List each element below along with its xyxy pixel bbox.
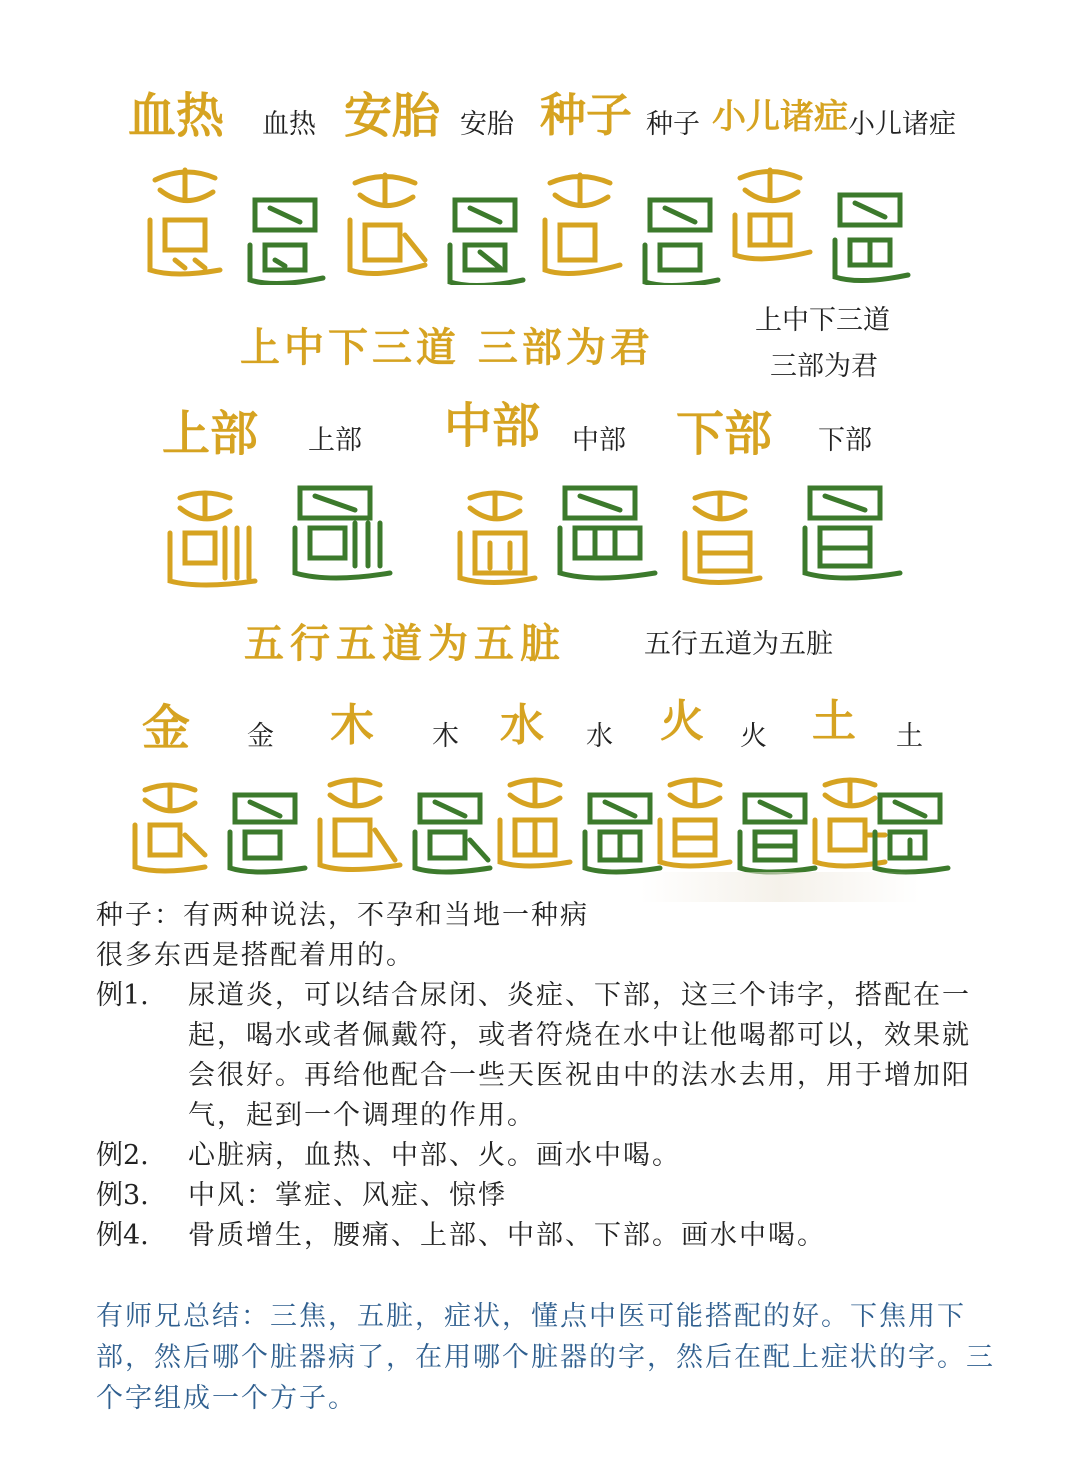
talisman-glyph <box>805 488 900 578</box>
label-zhongzi: 种子 <box>646 109 700 140</box>
label-sandao-line2: 三部为君 <box>770 351 878 382</box>
label-xiabu: 下部 <box>818 425 872 456</box>
calligraphy-mu: 木 <box>330 700 374 751</box>
calligraphy-tu: 土 <box>812 696 856 747</box>
note-line-2: 很多东西是搭配着用的。 <box>96 940 415 971</box>
talisman-glyph <box>460 493 535 583</box>
talisman-glyph <box>645 200 718 285</box>
example-label: 例1. <box>96 980 149 1011</box>
calligraphy-antai: 安胎 <box>344 88 441 144</box>
talisman-row-2 <box>160 478 910 588</box>
talisman-glyph <box>735 170 810 259</box>
label-zhongbu: 中部 <box>572 425 626 456</box>
label-wuxing: 五行五道为五脏 <box>644 629 833 660</box>
example-4 <box>96 1216 996 1256</box>
example-text: 中风：掌症、风症、惊悸 <box>188 1180 507 1211</box>
example-text: 心脏病，血热、中部、火。画水中喝。 <box>188 1140 681 1171</box>
example-label: 例3. <box>96 1180 149 1211</box>
calligraphy-xiaoer: 小儿诸症 <box>712 97 848 137</box>
label-shui: 水 <box>586 721 613 752</box>
label-mu: 木 <box>432 721 459 752</box>
label-xiaoer: 小儿诸症 <box>848 109 956 140</box>
talisman-glyph <box>500 780 570 866</box>
example-3 <box>96 1176 996 1216</box>
talisman-glyph <box>835 195 908 281</box>
talisman-glyph <box>320 780 400 870</box>
calligraphy-wuxing: 五行五道为五脏 <box>244 620 566 667</box>
talisman-glyph <box>545 175 620 274</box>
talisman-glyph <box>415 795 490 872</box>
talisman-glyph <box>250 200 323 284</box>
talisman-glyph <box>740 795 815 872</box>
label-huo: 火 <box>740 721 767 752</box>
notes-block <box>96 896 996 1256</box>
calligraphy-xiabu: 下部 <box>676 406 773 462</box>
talisman-glyph <box>450 200 523 285</box>
talisman-row-3 <box>125 770 955 875</box>
example-2 <box>96 1136 996 1176</box>
label-sandao-line1: 上中下三道 <box>755 305 890 336</box>
talisman-glyph <box>560 488 655 578</box>
talisman-row-1 <box>135 160 925 285</box>
label-antai: 安胎 <box>460 109 514 140</box>
label-tu: 土 <box>896 721 923 752</box>
summary-text: 有师兄总结：三焦，五脏，症状，懂点中医可能搭配的好。下焦用下部，然后哪个脏器病了，在用哪个脏器的字，然后在配上症状的字。三个字组成一个方子。 <box>96 1301 995 1414</box>
talisman-glyph <box>170 493 255 585</box>
calligraphy-zhongbu: 中部 <box>444 398 541 454</box>
example-label: 例2. <box>96 1140 149 1171</box>
calligraphy-shui: 水 <box>500 700 544 751</box>
calligraphy-shangbu: 上部 <box>162 406 259 462</box>
talisman-glyph <box>685 493 760 583</box>
talisman-glyph <box>135 785 205 871</box>
talisman-glyph <box>585 795 660 872</box>
talisman-glyph <box>150 170 220 274</box>
talisman-glyph <box>350 175 425 274</box>
example-label: 例4. <box>96 1220 149 1251</box>
talisman-glyph <box>295 488 390 578</box>
example-text: 尿道炎，可以结合尿闭、炎症、下部，这三个讳字，搭配在一起，喝水或者佩戴符，或者符烧在水中让他喝都可以，效果就会很好。再给他配合一些天医祝由中的法水去用，用于增加阳气，起到一个调理的作用。 <box>188 980 971 1131</box>
talisman-glyph <box>230 795 305 872</box>
example-1 <box>96 976 996 1136</box>
calligraphy-huo: 火 <box>660 696 704 747</box>
calligraphy-xuere: 血热 <box>128 88 225 144</box>
talisman-glyph <box>660 780 730 866</box>
label-jin: 金 <box>247 721 274 752</box>
calligraphy-zhongzi: 种子 <box>540 88 632 142</box>
calligraphy-jin: 金 <box>142 700 191 756</box>
note-line-1: 种子：有两种说法，不孕和当地一种病 <box>96 900 589 931</box>
calligraphy-sandao: 上中下三道 三部为君 <box>240 324 654 371</box>
example-text: 骨质增生，腰痛、上部、中部、下部。画水中喝。 <box>188 1220 826 1251</box>
label-xuere: 血热 <box>262 109 316 140</box>
label-shangbu: 上部 <box>308 425 362 456</box>
